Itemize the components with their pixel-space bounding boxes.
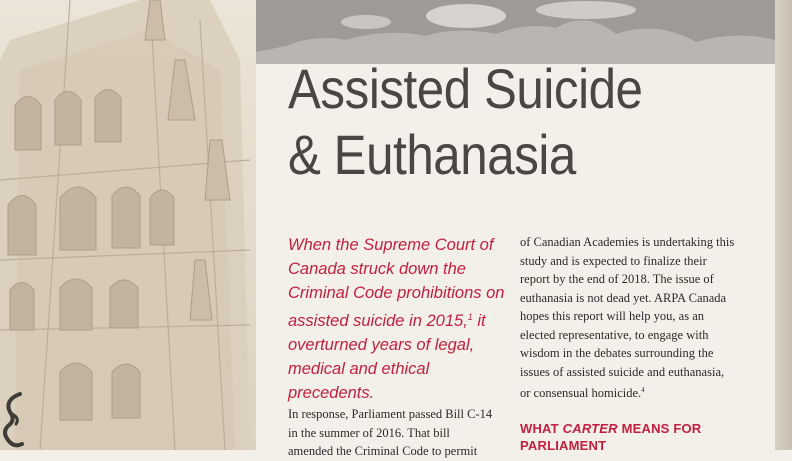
- section-heading-suffix: MEANS FOR PARLIAMENT: [520, 421, 702, 453]
- sky-band: [256, 0, 775, 64]
- footnote-mark[interactable]: 1: [467, 312, 473, 322]
- section-heading-emphasis: CARTER: [562, 421, 618, 436]
- lead-text-end: it overturned years of legal, medical and ethical precedents.: [288, 312, 486, 402]
- arpa-logo-icon: [0, 392, 30, 450]
- title-line-1: Assisted Suicide: [288, 57, 643, 120]
- section-heading-prefix: WHAT: [520, 421, 563, 436]
- lead-text: When the Supreme Court of Canada struck down the Criminal Code prohibitions on assisted suicide in 2015,: [288, 236, 505, 330]
- body-text-left: In response, Parliament passed Bill C-14 in the summer of 2016. That bill amended the Criminal Code to permit: [288, 407, 493, 458]
- footnote-mark[interactable]: 4: [641, 386, 645, 394]
- page-edge: [775, 0, 792, 450]
- body-right-text: of Canadian Academies is undertaking this study and is expected to finalize their report by the end of 2018. The issue of euthanasia is not dead yet. ARPA Canada hopes this report will help you, as an elected representative, to engage with wisdom in the debates surrounding the issues of assisted suicide and euthanasia, or consensual homicide.: [520, 235, 735, 400]
- lead-paragraph: [288, 233, 506, 405]
- page-title: [288, 56, 643, 188]
- body-text-right: [520, 233, 735, 403]
- parliament-tower-illustration: [0, 0, 256, 450]
- section-heading: [520, 420, 740, 454]
- title-line-2: & Euthanasia: [288, 123, 576, 186]
